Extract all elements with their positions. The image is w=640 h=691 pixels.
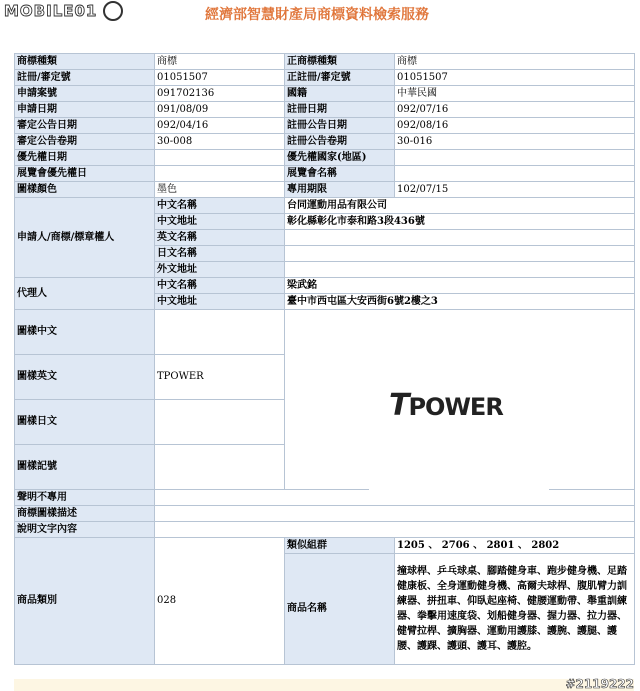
prio-value <box>155 150 285 166</box>
logo-badge-icon <box>103 1 123 21</box>
img-en-label: 圖樣英文 <box>15 355 155 400</box>
similar-label: 類似組群 <box>285 538 395 554</box>
img-jp-label: 圖樣日文 <box>15 400 155 445</box>
note-value <box>155 522 635 538</box>
regpub-value: 092/08/16 <box>395 118 635 134</box>
regdate-value: 092/07/16 <box>395 102 635 118</box>
regvol-label: 註冊公告卷期 <box>285 134 395 150</box>
appdate-value: 091/08/09 <box>155 102 285 118</box>
regvol-value: 30-016 <box>395 134 635 150</box>
goods-label: 商品類別 <box>15 538 155 665</box>
pubvol-label: 審定公告卷期 <box>15 134 155 150</box>
site-logo[interactable]: MOBILE01 <box>4 2 98 20</box>
img-en-value: TPOWER <box>155 355 285 400</box>
prionation-label: 優先權國家(地區) <box>285 150 395 166</box>
applicant-foreign-addr-label: 外文地址 <box>155 262 285 278</box>
nation-value: 中華民國 <box>395 86 635 102</box>
applicant-foreign-addr <box>285 262 635 278</box>
exhibname-value <box>395 166 635 182</box>
desc-label: 商標圖樣描述 <box>15 506 155 522</box>
preg-label: 正註冊/審定號 <box>285 70 395 86</box>
applicant-label: 申請人/商標/標章權人 <box>15 198 155 278</box>
exhib-value <box>155 166 285 182</box>
pubvol-value: 30-008 <box>155 134 285 150</box>
regpub-label: 註冊公告日期 <box>285 118 395 134</box>
img-cn-label: 圖樣中文 <box>15 310 155 355</box>
disclaim-label: 聲明不專用 <box>15 490 155 506</box>
prionation-value <box>395 150 635 166</box>
color-label: 圖樣顏色 <box>15 182 155 198</box>
ptype-label: 正商標種類 <box>285 54 395 70</box>
applicant-jp-name-label: 日文名稱 <box>155 246 285 262</box>
term-value: 102/07/15 <box>395 182 635 198</box>
exhibname-label: 展覽會名稱 <box>285 166 395 182</box>
agent-cn-addr-label: 中文地址 <box>155 294 285 310</box>
goods-class: 028 <box>155 538 285 665</box>
type-label: 商標種類 <box>15 54 155 70</box>
img-mark-label: 圖樣記號 <box>15 445 155 490</box>
trademark-logo-image <box>369 318 549 494</box>
watermark-id: #2119222 <box>565 677 634 691</box>
applicant-en-name <box>285 230 635 246</box>
applicant-cn-name: 台同運動用品有限公司 <box>285 198 635 214</box>
exhib-label: 展覽會優先權日 <box>15 166 155 182</box>
img-jp-value <box>155 400 285 445</box>
preg-value: 01051507 <box>395 70 635 86</box>
prio-label: 優先權日期 <box>15 150 155 166</box>
term-label: 專用期限 <box>285 182 395 198</box>
applicant-cn-addr: 彰化縣彰化市泰和路3段436號 <box>285 214 635 230</box>
agent-cn-addr: 臺中市西屯區大安西街6號2樓之3 <box>285 294 635 310</box>
color-value: 墨色 <box>155 182 285 198</box>
pubdate-label: 審定公告日期 <box>15 118 155 134</box>
applicant-en-name-label: 英文名稱 <box>155 230 285 246</box>
img-cn-value <box>155 310 285 355</box>
nation-label: 國籍 <box>285 86 395 102</box>
agent-cn-name: 梁武銘 <box>285 278 635 294</box>
note-label: 說明文字內容 <box>15 522 155 538</box>
tpower-logo: TPOWER <box>389 388 503 423</box>
page-title: 經濟部智慧財產局商標資料檢索服務 <box>205 7 429 23</box>
appdate-label: 申請日期 <box>15 102 155 118</box>
page-header <box>0 0 640 30</box>
footer-bar <box>14 679 634 691</box>
reg-label: 註冊/審定號 <box>15 70 155 86</box>
ptype-value: 商標 <box>395 54 635 70</box>
similar-value: 1205 、 2706 、 2801 、 2802 <box>395 538 635 554</box>
app-label: 申請案號 <box>15 86 155 102</box>
applicant-cn-name-label: 中文名稱 <box>155 198 285 214</box>
desc-value <box>155 506 635 522</box>
agent-cn-name-label: 中文名稱 <box>155 278 285 294</box>
goods-name-label: 商品名稱 <box>285 554 395 665</box>
goods-name-value: 撞球桿、乒乓球桌、腳踏健身車、跑步健身機、足踏健康板、全身運動健身機、高爾夫球桿、腹肌臂力訓練器、拼扭車、仰臥起座椅、健腰運動帶、舉重訓練器、拳擊用速度袋、划船健身器、握力器、拉力器、健臂拉桿、擴胸器、運動用護膝、護腕、護腿、護腰、護踝、護頭、護耳、護腔。 <box>395 554 635 665</box>
regdate-label: 註冊日期 <box>285 102 395 118</box>
applicant-cn-addr-label: 中文地址 <box>155 214 285 230</box>
applicant-jp-name <box>285 246 635 262</box>
img-mark-value <box>155 445 285 490</box>
type-value: 商標 <box>155 54 285 70</box>
agent-label: 代理人 <box>15 278 155 310</box>
pubdate-value: 092/04/16 <box>155 118 285 134</box>
reg-value: 01051507 <box>155 70 285 86</box>
app-value: 091702136 <box>155 86 285 102</box>
